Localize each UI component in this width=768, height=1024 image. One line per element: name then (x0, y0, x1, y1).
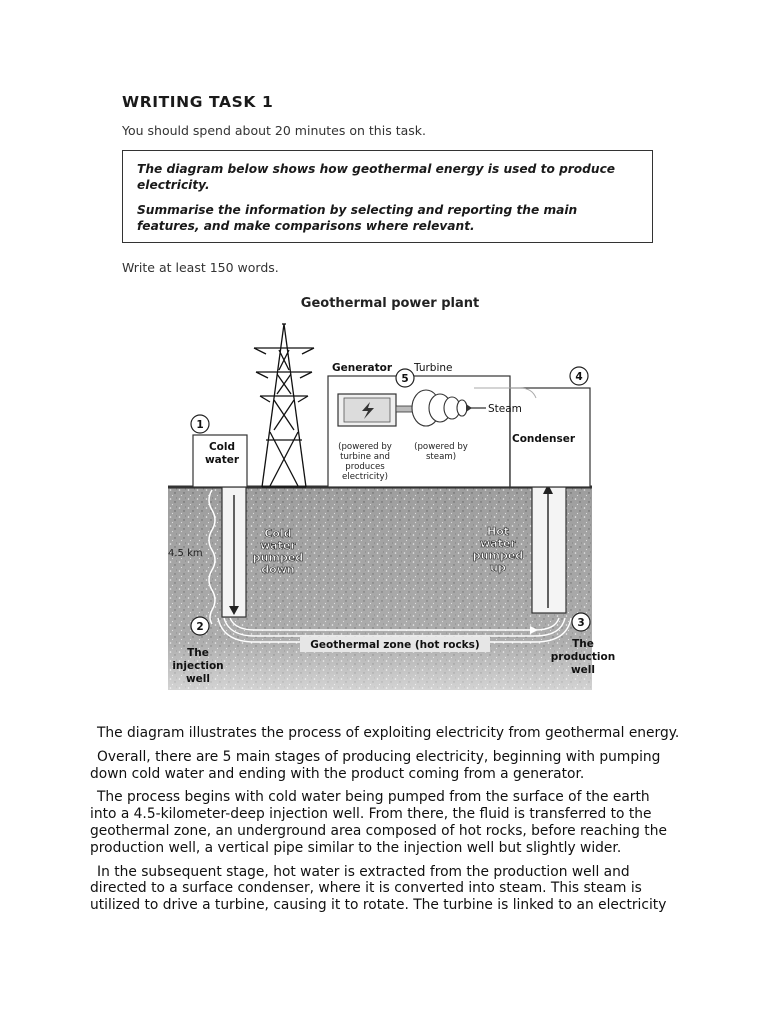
essay-text (90, 725, 680, 921)
task-prompt-line-1: The diagram below shows how geothermal energy is used to produce electricity. (137, 162, 616, 192)
generator-note-4: electricity) (342, 472, 388, 482)
hot-water-up-label-4: up (490, 561, 506, 574)
production-well-label-1: The (572, 638, 594, 650)
step-1: 1 (196, 419, 204, 431)
step-3: 3 (577, 617, 585, 629)
cold-water-down-label-3: pumped (252, 551, 304, 564)
depth-label: 4.5 km (168, 548, 203, 559)
geothermal-diagram (160, 290, 630, 695)
turbine-note-1: (powered by (414, 442, 468, 452)
essay-paragraph-3: The process begins with cold water being pumped from the surface of the earth into a 4.5-kilometer-deep injection well. From there, the fluid is transferred to the geothermal zone, an underground area composed of hot rocks, before reaching the production well, a vertical pipe similar to the injection well but slightly wider. (90, 789, 667, 856)
production-well (532, 487, 566, 613)
step-4: 4 (575, 371, 583, 383)
generator-note-2: turbine and (340, 452, 390, 462)
task-time-note: You should spend about 20 minutes on this task. (122, 123, 426, 138)
task-title: WRITING TASK 1 (122, 93, 274, 111)
injection-well-label-1: The (187, 647, 209, 659)
turbine-note-2: steam) (425, 452, 457, 462)
cold-water-down-label-2: water (260, 539, 296, 552)
generator-note-1: (powered by (338, 442, 392, 452)
steam-label: Steam (488, 403, 522, 415)
hot-water-up-label-1: Hot (486, 525, 510, 538)
step-5: 5 (401, 373, 409, 385)
step-2: 2 (196, 621, 204, 633)
cold-water-label-2: water (204, 454, 240, 466)
hot-water-up-label-3: pumped (472, 549, 524, 562)
cold-water-label-1: Cold (208, 441, 236, 453)
task-prompt-box (122, 150, 653, 243)
production-well-label-3: well (570, 664, 596, 676)
cold-water-down-label-4: down (261, 563, 295, 576)
condenser-label: Condenser (512, 433, 576, 445)
injection-well-label-3: well (185, 673, 211, 685)
injection-well-label-2: injection (172, 660, 224, 672)
hot-water-up-label-2: water (480, 537, 516, 550)
essay-paragraph-4: In the subsequent stage, hot water is extracted from the production well and directed to a surface condenser, where it is converted into steam. This steam is utilized to drive a turbine, causing it to rotate. The turbine is linked to an electricity (90, 863, 667, 914)
diagram-title: Geothermal power plant (300, 296, 480, 311)
production-well-label-2: production (550, 651, 616, 663)
word-count-note: Write at least 150 words. (122, 260, 279, 275)
electricity-pylon (254, 324, 314, 487)
cold-water-down-label-1: Cold (264, 527, 292, 540)
generator-label: Generator (332, 362, 393, 374)
generator-note-3: produces (345, 462, 385, 472)
essay-paragraph-2: Overall, there are 5 main stages of producing electricity, beginning with pumping down cold water and ending with the product coming from a generator. (90, 748, 661, 782)
turbine-label: Turbine (414, 362, 453, 374)
task-prompt-line-2: Summarise the information by selecting and reporting the main features, and make comparisons where relevant. (137, 203, 578, 233)
essay-paragraph-1: The diagram illustrates the process of exploiting electricity from geothermal energy. (97, 725, 680, 741)
geothermal-zone-label: Geothermal zone (hot rocks) (310, 639, 480, 651)
